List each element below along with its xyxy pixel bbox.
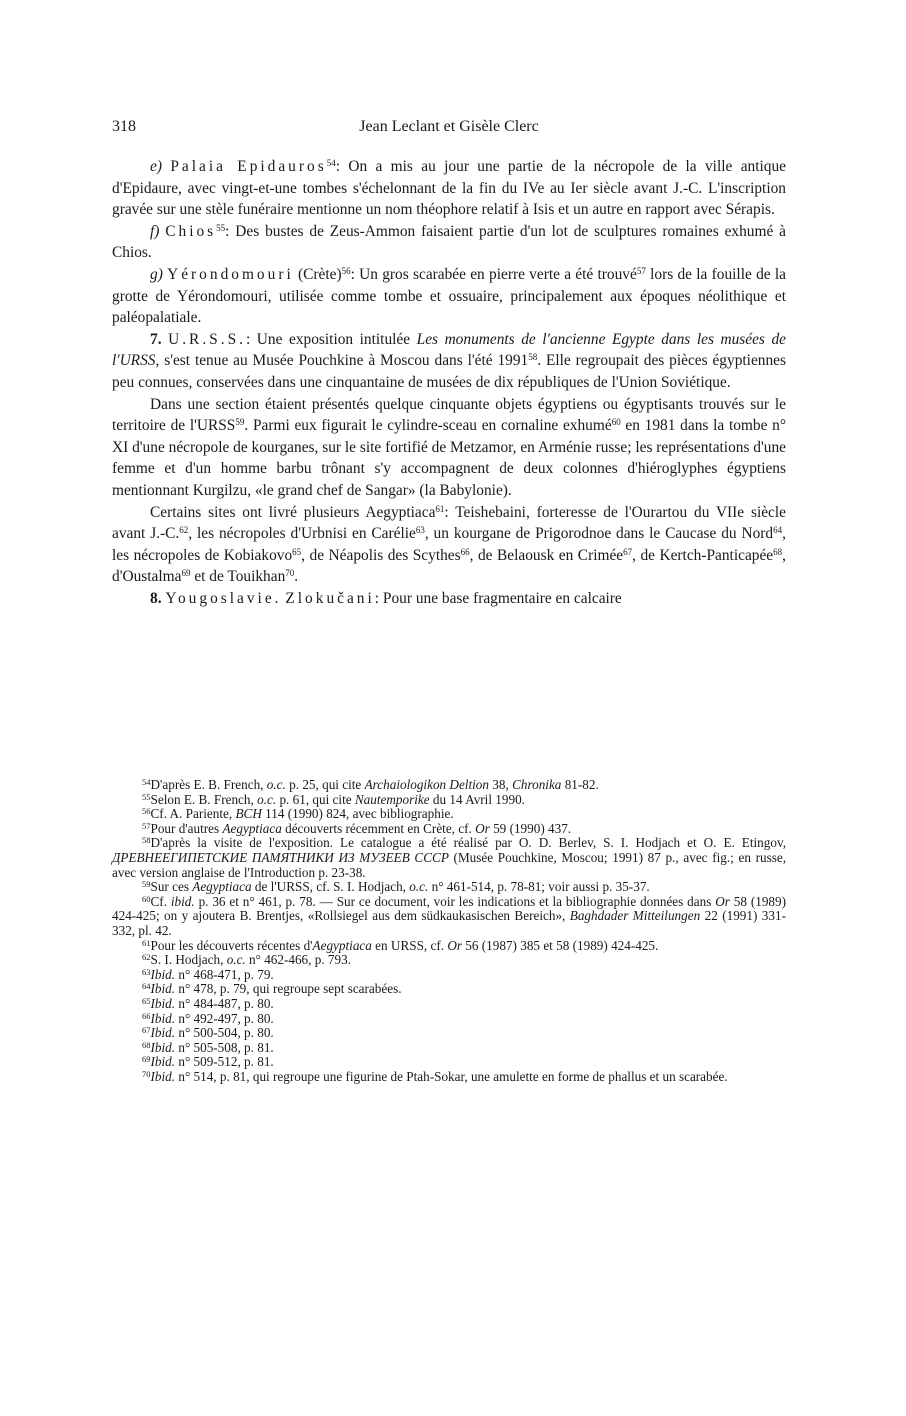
footnote [112, 997, 786, 1012]
place-name: Zlokučani [285, 589, 375, 607]
footnote-number: 59 [142, 879, 151, 890]
paragraph-text: : Une exposition intitulée [245, 330, 417, 348]
text-run: n° 505-508, p. 81. [175, 1039, 274, 1055]
footnote-number: 62 [142, 952, 151, 963]
text-run: p. 61, qui cite [276, 791, 355, 807]
paragraph-text: lors de la fouille de la grotte de Yérondomouri, utilisée comme tombe et ossuaire, principalement aux époques néolithique et paléopalatiale. [112, 265, 786, 327]
footnote-number: 68 [142, 1039, 151, 1050]
footnote [112, 939, 786, 954]
paragraph-text: : Des bustes de Zeus-Ammon faisaient partie d'un lot de sculptures romaines exhumé à Chios. [112, 222, 786, 262]
footnote-ref: 58 [528, 352, 538, 363]
footnote-number: 70 [142, 1068, 151, 1079]
country-name: U.R.S.S. [168, 330, 246, 348]
footnote-number: 58 [142, 835, 151, 846]
text-run: et de Touikhan [190, 568, 286, 586]
footnote-ref: 65 [292, 546, 302, 557]
item-marker: f) [150, 222, 160, 240]
paragraph-urss [112, 329, 786, 394]
italic-text: Ibid. [150, 966, 176, 982]
section-number: 7. [150, 330, 162, 348]
text-run: 38, [488, 777, 513, 792]
italic-text: Nautemporike [354, 791, 430, 807]
text-run: n° 478, p. 79, qui regroupe sept scarabées. [175, 981, 402, 997]
text-run: (Musée Pouchkine, Moscou; 1991) 87 p., avec fig.; en russe, avec version anglaise de l'Introduction p. 23-38. [112, 849, 786, 880]
footnote [112, 1041, 786, 1056]
text-run: 58 (1989) 424-425; on y ajoutera B. Brentjes, «Rollsiegel aus dem südkaukasischen Bereich», [112, 893, 786, 924]
text-run: en URSS, cf. [371, 937, 448, 953]
paragraph-text: : Pour une base fragmentaire en calcaire [374, 589, 622, 607]
italic-text: ДРЕВНЕЕГИПЕТСКИЕ ПАМЯТНИКИ ИЗ МУЗЕЕВ СССР [112, 849, 449, 865]
paragraph-text: Dans une section étaient présentés quelque cinquante objets égyptiens ou égyptisants trouvés sur le territoire de l'URSS [112, 395, 786, 435]
footnote [112, 1012, 786, 1027]
paragraph-text: . Parmi eux figurait le cylindre-sceau en cornaline exhumé [244, 417, 612, 435]
footnote-number: 64 [142, 981, 151, 992]
text-run: D'après E. B. French, [150, 777, 267, 792]
page [112, 118, 787, 1084]
italic-text: Ibid. [150, 1010, 176, 1026]
place-name: Chios [165, 222, 217, 240]
text-run: 56 (1987) 385 et 58 (1989) 424-425. [462, 937, 659, 953]
text-run: Sur ces [150, 879, 193, 895]
footnote-ref: 64 [773, 525, 783, 536]
paragraph-text: : Un gros scarabée en pierre verte a été trouvé [350, 265, 637, 283]
text-run: , de Kertch-Panticapée [632, 546, 774, 564]
page-header [112, 118, 786, 140]
text-run: n° 514, p. 81, qui regroupe une figurine de Ptah-Sokar, une amulette en forme de phallus et un scarabée. [175, 1068, 728, 1084]
text-run: n° 492-497, p. 80. [175, 1010, 274, 1026]
text-run: p. 36 et n° 461, p. 78. — Sur ce document, voir les indications et la bibliographie données dans [194, 893, 716, 909]
italic-text: Aegyptiaca [312, 937, 372, 953]
section-number: 8. [150, 589, 162, 607]
footnote-number: 65 [142, 995, 151, 1006]
paragraph-text: en 1981 dans la tombe n° XI d'une nécropole de kourganes, sur le site fortifié de Metzamor, en Arménie russe; les représentations d'une femme et d'un homme barbu trônant s'y accompagnent de deux colonnes d'hiéroglyphes égyptiens mentionnant Kurgilzu, «le grand chef de Sangar» (la Babylonie). [112, 417, 787, 499]
italic-text: Or [447, 937, 462, 953]
text-run: S. I. Hodjach, [150, 952, 227, 968]
italic-text: o.c. [226, 952, 246, 968]
italic-text: ibid. [170, 893, 195, 909]
text-run: Selon E. B. French, [150, 791, 258, 807]
footnote-number: 61 [142, 937, 151, 948]
footnote [112, 880, 786, 895]
footnote [112, 1070, 786, 1085]
text-run: 114 (1990) 824, avec bibliographie. [261, 806, 454, 822]
footnote-ref: 61 [435, 503, 445, 514]
footnote [112, 968, 786, 983]
exhibition-title: Les monuments de l'ancienne Egypte dans les musées de l'URSS [112, 330, 786, 370]
footnote-number: 60 [142, 893, 151, 904]
footnote [112, 793, 786, 808]
text-run: 59 (1990) 437. [489, 820, 572, 836]
text-run: n° 461-514, p. 78-81; voir aussi p. 35-37. [428, 879, 650, 895]
italic-text: Aegyptiaca [192, 879, 252, 895]
footnote-number: 57 [142, 820, 151, 831]
main-text [112, 156, 786, 609]
text-run: . [294, 568, 299, 586]
item-marker: g) [150, 265, 163, 283]
text-run: n° 509-512, p. 81. [175, 1054, 274, 1070]
italic-text: Baghdader Mitteilungen [569, 908, 701, 924]
footnote-ref: 66 [460, 546, 470, 557]
footnote [112, 982, 786, 997]
italic-text: Aegyptiaca [222, 820, 282, 836]
text-run: 22 (1991) 331-332, pl. 42. [112, 908, 786, 938]
footnote-ref: 55 [216, 222, 226, 233]
text-run: , de Néapolis des Scythes [301, 546, 461, 564]
italic-text: Or [715, 893, 730, 909]
footnote-ref: 59 [235, 417, 245, 428]
footnote-ref: 54 [326, 158, 336, 168]
italic-text: Or [475, 820, 490, 836]
italic-text: Ibid. [150, 981, 176, 997]
text-run: , d'Oustalma [112, 546, 786, 586]
footnote-number: 63 [142, 966, 151, 977]
italic-text: BCH [235, 806, 262, 822]
italic-text: Ibid. [150, 995, 176, 1011]
text-run: du 14 Avril 1990. [429, 791, 525, 807]
footnote-number: 66 [142, 1010, 151, 1021]
place-qualifier: (Crète) [293, 265, 342, 283]
text-run: de l'URSS, cf. S. I. Hodjach, [251, 879, 410, 895]
paragraph-text: , s'est tenue au Musée Pouchkine à Moscou dans l'été 1991 [155, 352, 529, 370]
italic-text: Ibid. [150, 1054, 176, 1070]
italic-text: Ibid. [150, 1039, 176, 1055]
footnote [112, 1026, 786, 1041]
text-run: Cf. [150, 893, 171, 909]
footnote-number: 69 [142, 1054, 151, 1065]
text-run: p. 25, qui cite [285, 777, 365, 792]
italic-text: o.c. [257, 791, 277, 807]
text-run: , un kourgane de Prigorodnoe dans le Caucase du Nord [424, 525, 774, 543]
footnote-number: 54 [142, 777, 151, 787]
text-run: n° 468-471, p. 79. [175, 966, 274, 982]
paragraph-section [112, 394, 786, 502]
footnote [112, 836, 786, 880]
country-name: Yougoslavie. [165, 589, 282, 607]
footnote [112, 1055, 786, 1070]
footnote-ref: 70 [285, 568, 295, 579]
text-run: Pour d'autres [150, 820, 223, 836]
running-head: Jean Leclant et Gisèle Clerc [359, 118, 539, 135]
footnote-ref: 67 [623, 546, 633, 557]
paragraph-yougoslavie [112, 588, 786, 610]
footnote [112, 822, 786, 837]
footnote-ref: 57 [636, 265, 646, 276]
text-run: , les nécropoles de Kobiakovo [112, 525, 786, 564]
footnote-ref: 56 [341, 265, 351, 276]
text-run: Cf. A. Pariente, [150, 806, 236, 822]
place-name: Palaia Epidauros [170, 158, 327, 175]
paragraph-sites [112, 502, 786, 588]
footnotes [112, 778, 786, 1084]
text-run: : Teishebaini, forteresse de l'Ourartou du VIIe siècle avant J.-C. [112, 503, 786, 543]
italic-text: o.c. [266, 777, 286, 792]
text-run: découverts récemment en Crète, cf. [281, 820, 476, 836]
italic-text: Chronika [512, 777, 562, 792]
footnote [112, 953, 786, 968]
footnote [112, 807, 786, 822]
footnote-ref: 68 [773, 546, 783, 557]
text-run: D'après la visite de l'exposition. Le catalogue a été réalisé par O. D. Berlev, S. I. Hodjach et O. E. Etingov, [150, 835, 786, 851]
paragraph-e [112, 156, 786, 221]
paragraph-text: : On a mis au jour une partie de la nécropole de la ville antique d'Epidaure, avec vingt-et-une tombes s'échelonnant de la fin du IVe au Ier siècle avant J.-C. L'inscription gravée sur une stèle funéraire mentionne un nom théophore relatif à Isis et un autre en rapport avec Sérapis. [112, 158, 786, 219]
text-run: n° 462-466, p. 793. [245, 952, 352, 968]
footnote [112, 778, 786, 793]
item-marker: e) [150, 158, 162, 175]
page-number: 318 [112, 118, 136, 135]
paragraph-f [112, 221, 786, 264]
text-run: 81-82. [561, 777, 599, 792]
text-run: n° 500-504, p. 80. [175, 1025, 274, 1041]
italic-text: Ibid. [150, 1025, 176, 1041]
italic-text: Ibid. [150, 1068, 176, 1084]
text-run: , les nécropoles d'Urbnisi en Carélie [188, 525, 416, 543]
footnote-ref: 62 [179, 525, 189, 536]
text-run: n° 484-487, p. 80. [175, 995, 274, 1011]
footnote-ref: 69 [181, 568, 191, 579]
paragraph-text: . Elle regroupait des pièces égyptiennes peu connues, conservées dans une cinquantaine de musées de dix républiques de l'Union Soviétique. [112, 352, 786, 391]
footnote-number: 55 [142, 791, 151, 802]
footnote-number: 56 [142, 806, 151, 817]
text-run: Certains sites ont livré plusieurs Aegyptiaca [150, 503, 436, 521]
footnote-ref: 63 [415, 525, 425, 536]
italic-text: Archaiologikon Deltion [364, 777, 489, 792]
footnote-ref: 60 [611, 417, 621, 428]
text-run: Pour les découverts récentes d' [150, 937, 313, 953]
text-run: , de Belaousk en Crimée [469, 546, 624, 564]
footnote-number: 67 [142, 1025, 151, 1036]
paragraph-g [112, 264, 786, 329]
place-name: Yérondomouri [167, 265, 294, 283]
footnote [112, 895, 786, 939]
italic-text: o.c. [409, 879, 429, 895]
